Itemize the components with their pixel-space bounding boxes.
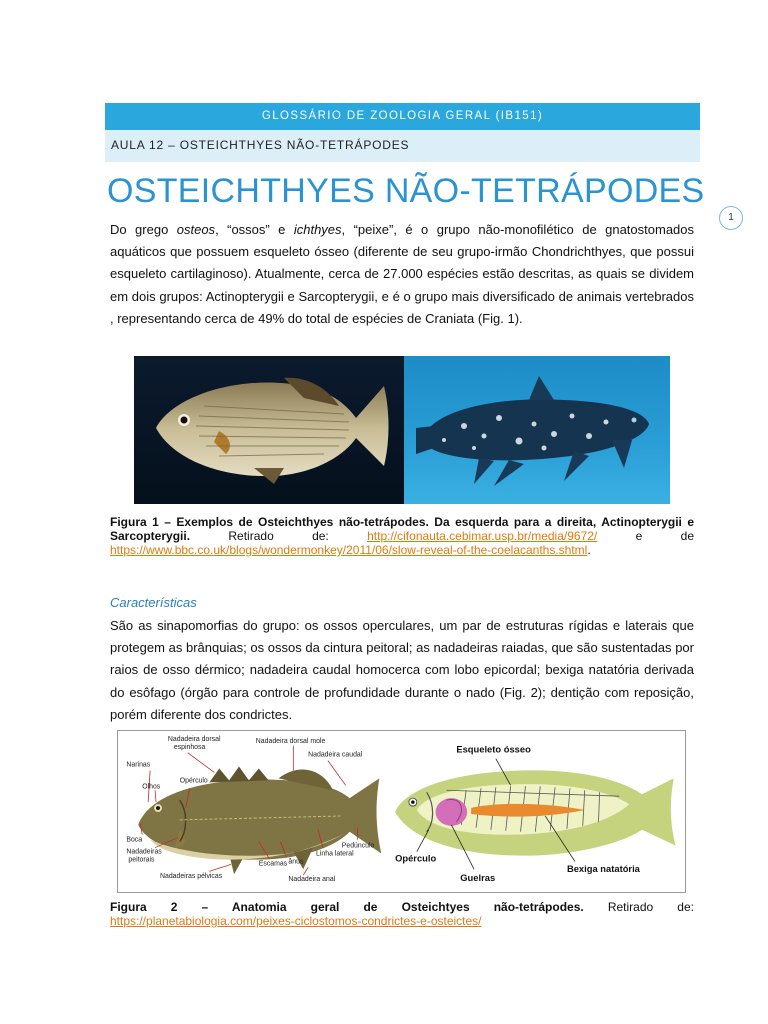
label-escamas: Escamas (258, 860, 288, 868)
label-caudal: Nadadeira caudal (308, 751, 363, 759)
label-esqueleto: Esqueleto ósseo (456, 744, 531, 755)
label-operculo-right: Opérculo (395, 853, 437, 864)
section-title: Características (110, 595, 197, 610)
characteristics-paragraph: São as sinapomorfias do grupo: os ossos operculares, um par de estruturas rígidas e laterais que protegem as brânquias; os ossos da cintura peitoral; as nadadeiras raiadas, que são sustentadas por raios de osso dérmico; nadadeira caudal homocerca com lobo epicordal; bexiga natatória derivada do esôfago (órgão para controle de profundidade durante o nado (Fig. 2); dentição com reposição, porém diferente dos condrictes. (110, 618, 694, 722)
label-dorsal-spiny-2: espinhosa (173, 743, 206, 751)
label-dorsal-spiny: Nadadeira dorsal (167, 735, 221, 743)
label-bexiga: Bexiga natatória (566, 864, 640, 875)
page-title: OSTEICHTHYES NÃO-TETRÁPODES (107, 172, 705, 210)
figure-1-link-1[interactable]: http://cifonauta.cebimar.usp.br/media/9672/ (367, 529, 598, 543)
label-operculo-left: Opérculo (179, 777, 208, 785)
label-pelvicas: Nadadeiras pélvicas (160, 873, 223, 881)
label-linha: Linha lateral (316, 850, 354, 858)
label-peitorais: Nadadeiras (126, 848, 162, 856)
label-guelras: Guelras (460, 873, 496, 884)
label-anal: Nadadeira anal (288, 876, 336, 884)
figure-2-image (117, 730, 686, 893)
page-number: 1 (719, 206, 743, 230)
figure-2-link[interactable]: https://planetabiologia.com/peixes-ciclostomos-condrictes-e-osteictes/ (110, 914, 482, 928)
lesson-header: AULA 12 – OSTEICHTHYES NÃO-TETRÁPODES (105, 130, 700, 162)
figure-1-image (134, 356, 670, 504)
figure-1-caption: Figura 1 – Exemplos de Osteichthyes não-tetrápodes. Da esquerda para a direita, Actinopterygii e Sarcopterygii. Retirado de: http://cifonauta.cebimar.usp.br/media/9672/ e de https://www.bbc.co.uk/blogs/wondermonkey/2011/06/slow-reveal-of-the-coelacanths.shtml. (110, 515, 694, 557)
label-anus: ânus (288, 858, 304, 866)
label-dorsal-soft: Nadadeira dorsal mole (255, 737, 326, 745)
figure-1-link-2[interactable]: https://www.bbc.co.uk/blogs/wondermonkey/2011/06/slow-reveal-of-the-coelacanths.shtml (110, 543, 588, 557)
label-pedunculo: Pedúnculo (341, 842, 375, 850)
figure-2-caption: Figura 2 – Anatomia geral de Osteichtyes não-tetrápodes. Retirado de: https://planetabiologia.com/peixes-ciclostomos-condrictes-e-osteictes/ (110, 900, 694, 928)
label-boca: Boca (126, 836, 143, 844)
course-header: GLOSSÁRIO DE ZOOLOGIA GERAL (IB151) (105, 103, 700, 130)
label-peitorais-2: peitorais (128, 856, 155, 864)
intro-paragraph: Do grego osteos, “ossos” e ichthyes, “peixe”, é o grupo não-monofilético de gnatostomados aquáticos que possuem esqueleto ósseo (diferente de seu grupo-irmão Chondrichthyes, que possui esqueleto cartilaginoso). Atualmente, cerca de 27.000 espécies estão descritas, as quais se dividem em dois grupos: Actinopterygii e Sarcopterygii, e é o grupo mais diversificado de animais vertebrados , representando cerca de 49% do total de espécies de Craniata (Fig. 1). (110, 222, 695, 326)
label-olhos: Olhos (142, 783, 161, 791)
label-narinas: Narinas (126, 761, 151, 769)
